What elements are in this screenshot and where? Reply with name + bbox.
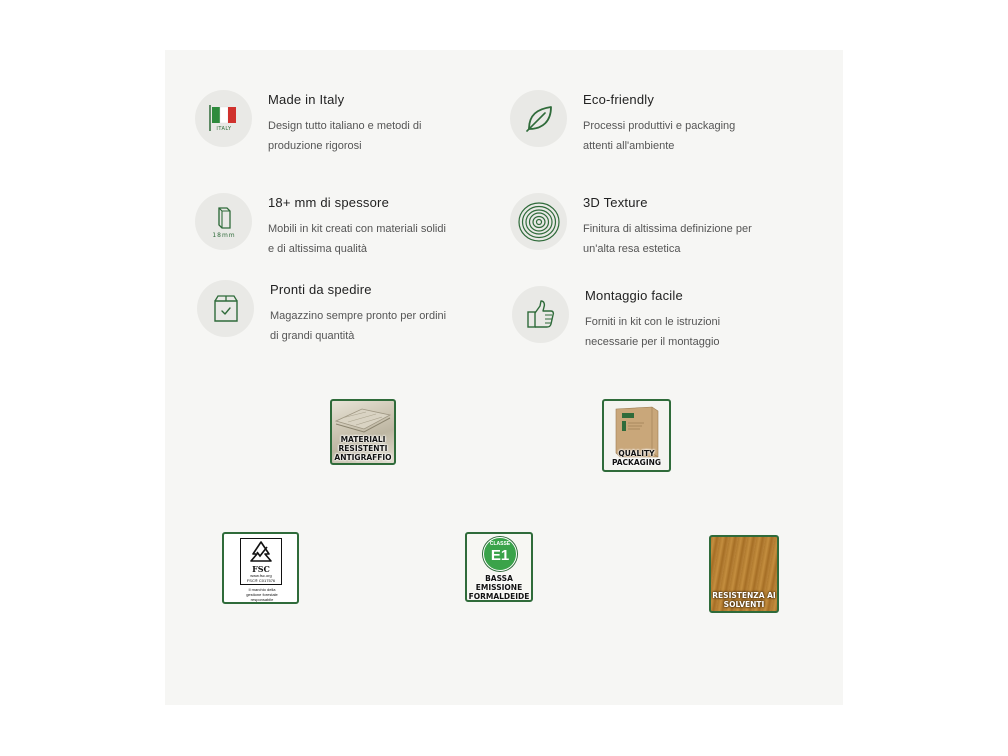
badge-label: QUALITY PACKAGING [611,449,662,467]
e1-classe: CLASSE [489,541,511,547]
feature-icon-circle [195,90,252,147]
badge-solvent-resistant [709,535,779,613]
thickness-caption: 18mm [211,231,236,239]
fsc-tree-check-icon [241,540,281,564]
feature-description: Forniti in kit con le istruzioni necessarie per il montaggio [585,316,721,348]
badge-scratch-resistant [330,399,396,465]
wood-rings-icon [516,199,562,245]
badge-label: RESISTENZA AI SOLVENTI [712,591,776,609]
fsc-label: FSC [252,564,270,574]
fsc-site: www.fsc.org [250,573,272,578]
e1-value: E1 [490,547,510,564]
feature-description: Magazzino sempre pronto per ordini di grandi quantità [270,310,447,342]
fsc-caption: Il marchio della gestione forestale responsabile [246,587,278,602]
feature-description: Mobili in kit creati con materiali solidi e di altissima qualità [268,223,446,255]
feature-description: Processi produttivi e packaging attenti all'ambiente [583,120,736,152]
feature-icon-circle [195,193,252,250]
panel-thickness-icon [206,204,242,240]
feature-icon-circle [512,286,569,343]
feature-description: Finitura di altissima definizione per un'alta resa estetica [583,223,752,255]
italy-flag-icon [206,101,242,137]
feature-description: Design tutto italiano e metodi di produzione rigorosi [268,120,422,152]
badge-quality-packaging [602,399,671,472]
badge-e1-emission [465,532,533,602]
feature-3d-texture [510,193,810,263]
thumbs-up-icon [523,297,559,333]
layered-material-icon [332,403,394,433]
feature-title: 3D Texture [583,195,648,210]
badge-label: BASSA EMISSIONE FORMALDEIDE [468,574,530,601]
fsc-code: FSC® C017576 [246,578,276,583]
fsc-inner-box [240,538,282,585]
box-check-icon [209,292,243,326]
feature-icon-circle [510,193,567,250]
feature-made-in-italy [195,90,495,160]
e1-circle [483,537,517,571]
feature-icon-circle [510,90,567,147]
feature-ready-to-ship [197,280,497,350]
feature-title: Montaggio facile [585,288,683,303]
feature-easy-assembly [512,286,812,356]
feature-title: Pronti da spedire [270,282,372,297]
badge-fsc [222,532,299,604]
flag-caption: ITALY [215,125,232,132]
feature-icon-circle [197,280,254,337]
feature-title: Eco-friendly [583,92,655,107]
badge-label: MATERIALI RESISTENTI ANTIGRAFFIO [334,435,392,462]
leaf-icon [521,101,557,137]
feature-thickness [195,193,495,263]
feature-eco-friendly [510,90,810,160]
feature-title: 18+ mm di spessore [268,195,390,210]
feature-title: Made in Italy [268,92,345,107]
